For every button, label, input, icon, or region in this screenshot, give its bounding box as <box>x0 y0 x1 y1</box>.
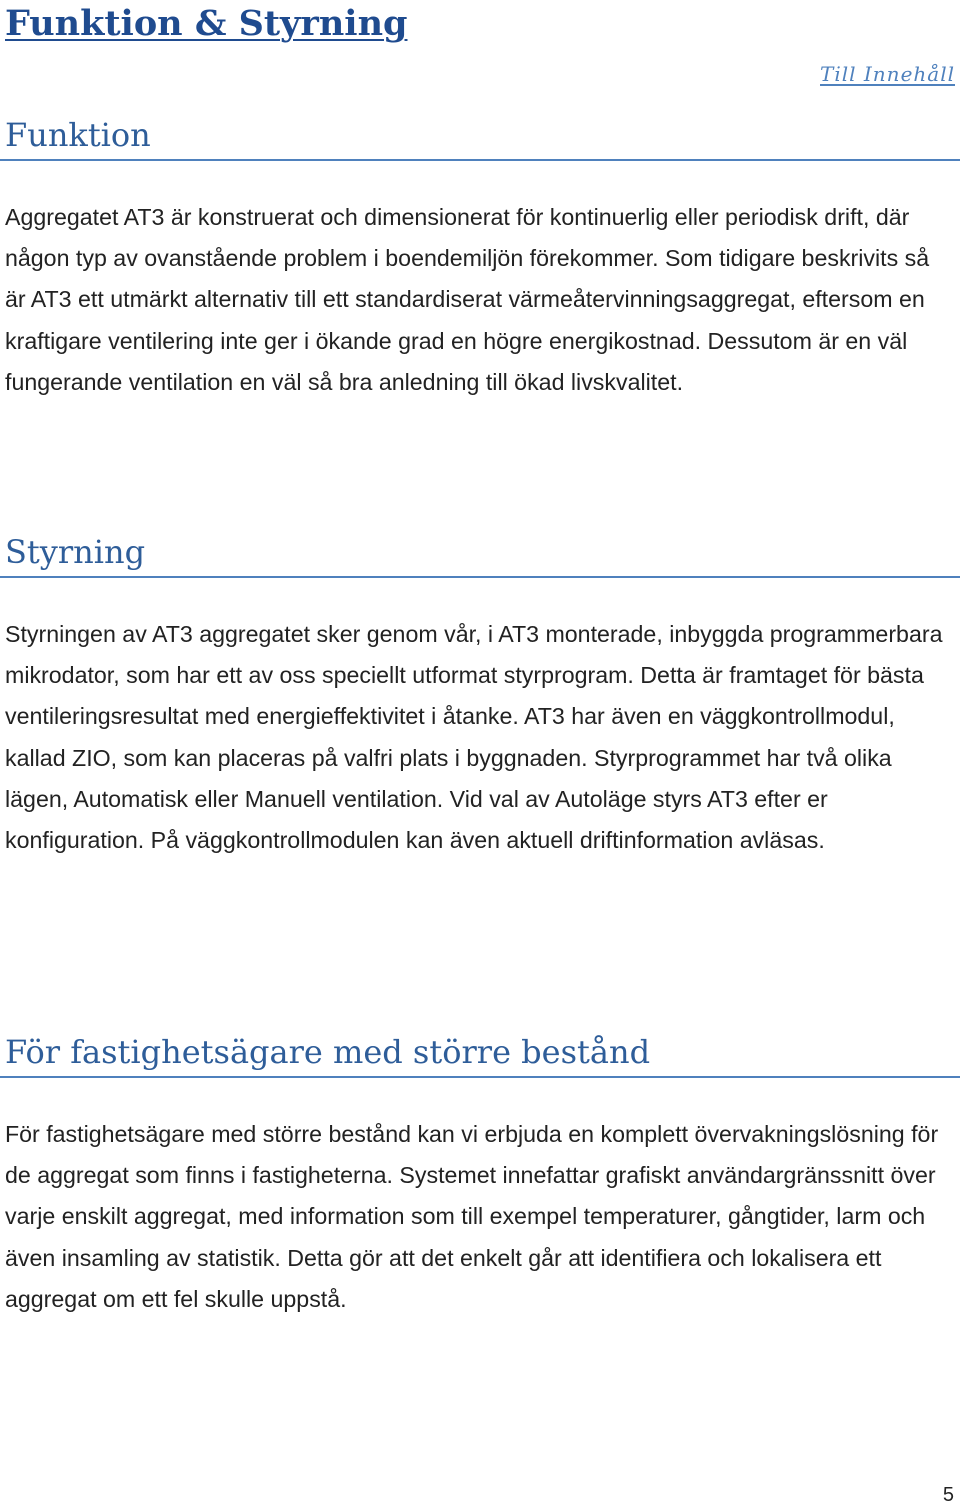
section-styrning <box>0 530 960 861</box>
section-heading-styrning: Styrning <box>0 530 960 578</box>
section-fastighetsagare <box>0 1030 960 1320</box>
section-heading-funktion: Funktion <box>0 113 960 161</box>
table-of-contents-link[interactable]: Till Innehåll <box>820 62 955 86</box>
section-paragraph-styrning: Styrningen av AT3 aggregatet sker genom vår, i AT3 monterade, inbyggda programmerbara mikrodator, som har ett av oss speciellt utformat styrprogram. Detta är framtaget för bästa ventileringsresultat med energieffektivitet i åtanke. AT3 har även en väggkontrollmodul, kallad ZIO, som kan placeras på valfri plats i byggnaden. Styrprogrammet har två olika lägen, Automatisk eller Manuell ventilation. Vid val av Autoläge styrs AT3 efter er konfiguration. På väggkontrollmodulen kan även aktuell driftinformation avläsas. <box>5 621 943 854</box>
section-funktion <box>0 113 960 403</box>
page-title: Funktion & Styrning <box>5 3 408 44</box>
section-paragraph-funktion: Aggregatet AT3 är konstruerat och dimensionerat för kontinuerlig eller periodisk drift, där någon typ av ovanstående problem i boendemiljön förekommer. Som tidigare beskrivits så är AT3 ett utmärkt alternativ till ett standardiserat värmeåtervinningsaggregat, eftersom en kraftigare ventilering inte ger i ökande grad en högre energikostnad. Dessutom är en väl fungerande ventilation en väl så bra anledning till ökad livskvalitet. <box>5 204 930 395</box>
section-heading-fastighetsagare: För fastighetsägare med större bestånd <box>0 1030 960 1078</box>
section-paragraph-fastighetsagare: För fastighetsägare med större bestånd kan vi erbjuda en komplett övervakningslösning för de aggregat som finns i fastigheterna. Systemet innefattar grafiskt användargränssnitt över varje enskilt aggregat, med information som till exempel temperaturer, gångtider, larm och även insamling av statistik. Detta gör att det enkelt går att identifiera och lokalisera ett aggregat om ett fel skulle uppstå. <box>5 1121 939 1312</box>
page-number: 5 <box>942 1484 954 1506</box>
